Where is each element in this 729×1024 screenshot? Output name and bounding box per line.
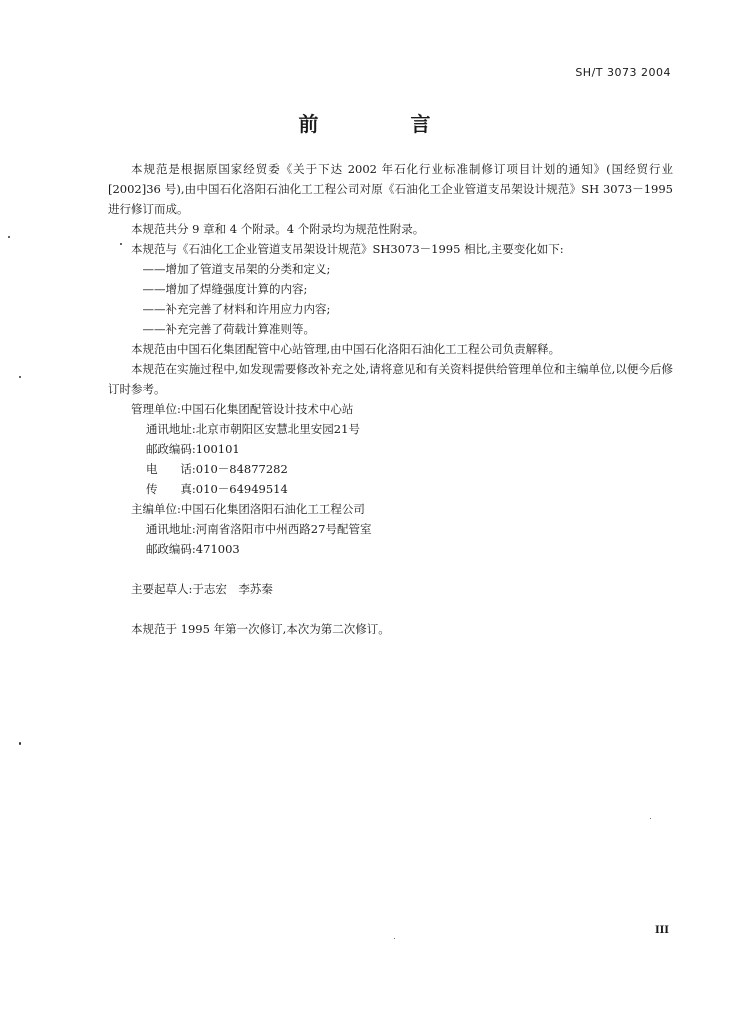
paragraph-origin: 本规范是根据原国家经贸委《关于下达 2002 年石化行业标准制修订项目计划的通知》(国经贸行业[2002]36 号),由中国石化洛阳石油化工工程公司对原《石油化工企业管道支吊架设计规范》SH 3073－1995 进行修订而成。 [108, 162, 673, 216]
standard-code: SH/T 3073 2004 [575, 66, 671, 79]
scan-speck [120, 243, 122, 245]
scan-speck [19, 742, 21, 745]
manager-address: 通讯地址:北京市朝阳区安慧北里安园21号 [145, 422, 360, 436]
change-item: ——补充完善了荷载计算准则等。 [142, 322, 315, 336]
manager-postcode: 邮政编码:100101 [145, 442, 240, 456]
scan-speck [8, 236, 10, 238]
editor-unit: 主编单位:中国石化集团洛阳石油化工工程公司 [131, 502, 365, 516]
change-item: ——补充完善了材料和许用应力内容; [142, 302, 331, 316]
foreword-body [108, 159, 673, 639]
manager-unit: 管理单位:中国石化集团配管设计技术中心站 [131, 402, 354, 416]
page-number: III [654, 925, 669, 936]
page-title [0, 108, 729, 137]
editor-address: 通讯地址:河南省洛阳市中州西路27号配管室 [145, 522, 372, 536]
paragraph-feedback: 本规范在实施过程中,如发现需要修改补充之处,请将意见和有关资料提供给管理单位和主编单位,以便今后修订时参考。 [108, 362, 673, 396]
scan-speck [19, 376, 21, 378]
change-item: ——增加了管道支吊架的分类和定义; [142, 262, 331, 276]
change-item: ——增加了焊缝强度计算的内容; [142, 282, 308, 296]
paragraph-changes-intro: 本规范与《石油化工企业管道支吊架设计规范》SH3073－1995 相比,主要变化如下: [131, 242, 564, 256]
manager-fax: 传 真:010－64949514 [145, 482, 288, 496]
editor-postcode: 邮政编码:471003 [145, 542, 240, 556]
paragraph-management: 本规范由中国石化集团配管中心站管理,由中国石化洛阳石油化工工程公司负责解释。 [131, 342, 561, 356]
title-char-2: 言 [410, 112, 431, 136]
revision-note: 本规范于 1995 年第一次修订,本次为第二次修订。 [131, 622, 390, 636]
manager-phone: 电 话:010－84877282 [145, 462, 288, 476]
scan-speck [650, 818, 651, 819]
scan-speck [394, 938, 395, 939]
main-drafters: 主要起草人:于志宏 李苏秦 [131, 582, 273, 596]
paragraph-structure: 本规范共分 9 章和 4 个附录。4 个附录均为规范性附录。 [131, 222, 425, 236]
title-char-1: 前 [298, 112, 319, 136]
